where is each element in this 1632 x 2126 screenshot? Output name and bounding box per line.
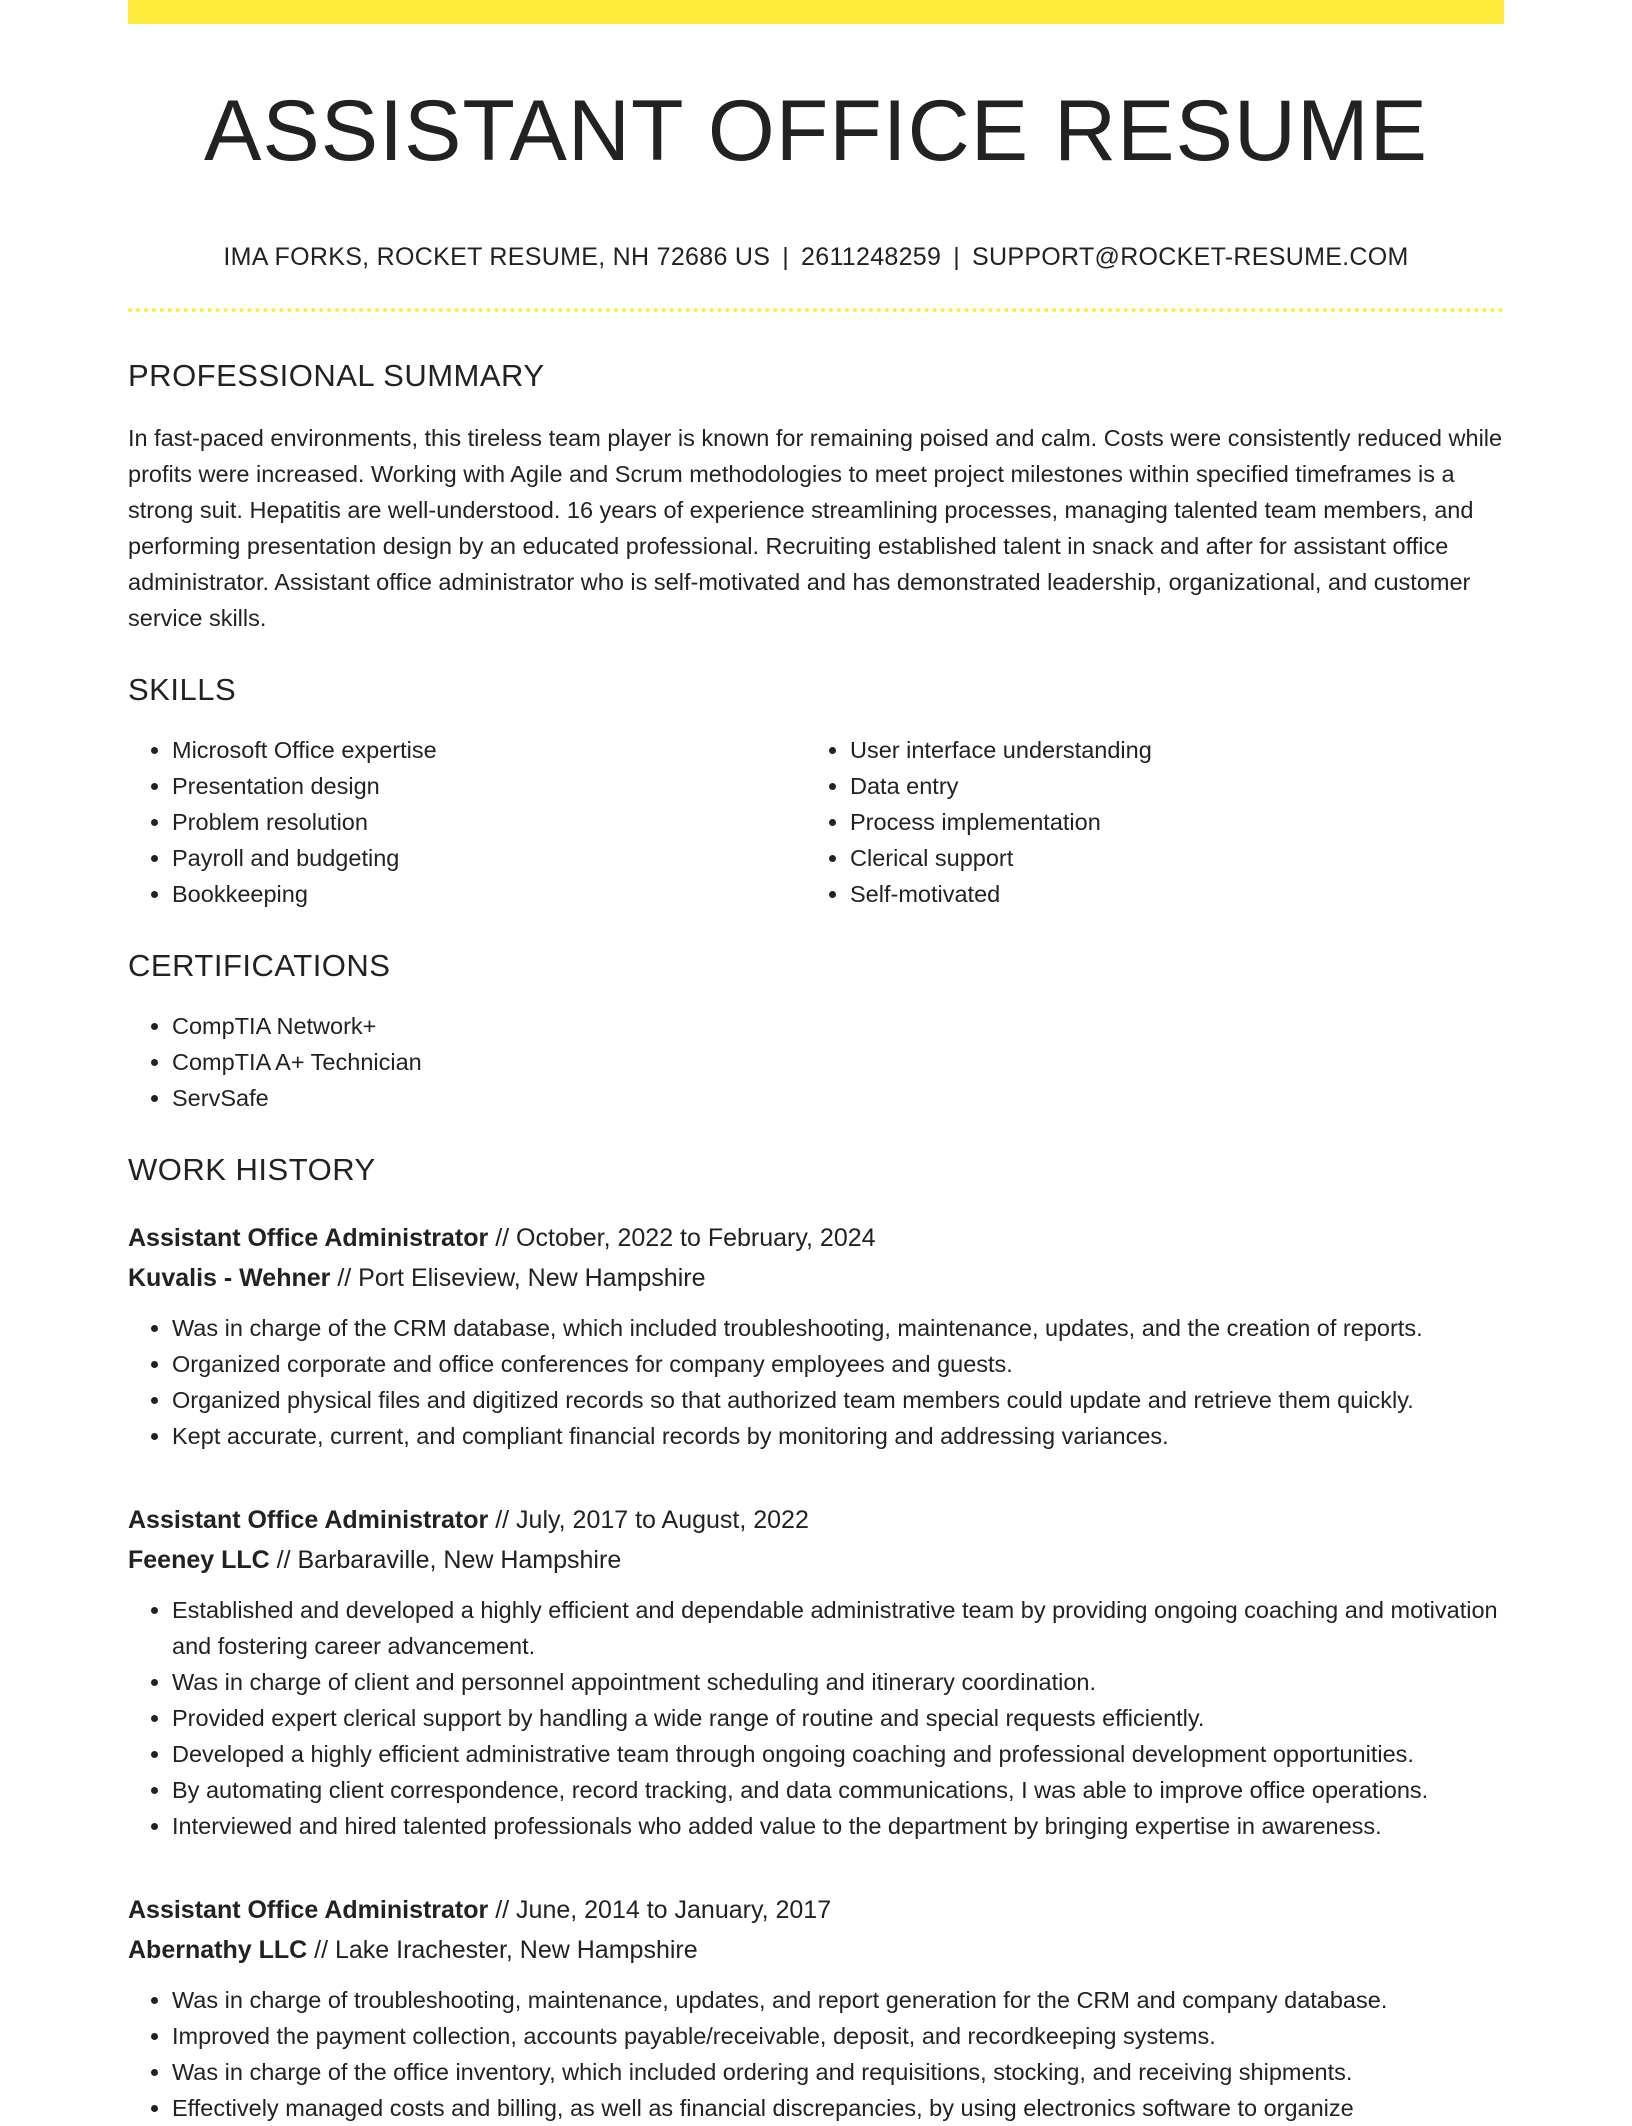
skill-item: • Bookkeeping xyxy=(172,876,806,912)
skill-item: • Presentation design xyxy=(172,768,806,804)
job-bullet: • Was in charge of the CRM database, which included troubleshooting, maintenance, updates, and the creation of reports. xyxy=(172,1310,1504,1346)
job-bullet: • Provided expert clerical support by handling a wide range of routine and special requests efficiently. xyxy=(172,1700,1504,1736)
resume-page xyxy=(128,0,1504,2126)
skill-item: • Data entry xyxy=(850,768,1504,804)
job-company: Kuvalis - Wehner xyxy=(128,1263,331,1292)
contact-phone: 2611248259 xyxy=(801,242,942,271)
job-company: Abernathy LLC xyxy=(128,1935,308,1964)
job-bullet: • Organized corporate and office conferences for company employees and guests. xyxy=(172,1346,1504,1382)
job-dates: // July, 2017 to August, 2022 xyxy=(488,1505,809,1534)
skill-item: • User interface understanding xyxy=(850,732,1504,768)
job-bullet: • Was in charge of troubleshooting, maintenance, updates, and report generation for the CRM and company database. xyxy=(172,1982,1504,2018)
certifications-list xyxy=(128,1008,1504,1116)
job-bullets xyxy=(128,1982,1504,2126)
job-bullet: • Organized physical files and digitized records so that authorized team members could update and retrieve them quickly. xyxy=(172,1382,1504,1418)
job-bullet: • Was in charge of the office inventory, which included ordering and requisitions, stocking, and receiving shipments. xyxy=(172,2054,1504,2090)
job-bullets xyxy=(128,1310,1504,1454)
skills-list-left xyxy=(128,732,806,912)
job-dates: // October, 2022 to February, 2024 xyxy=(488,1223,876,1252)
skill-item: • Payroll and budgeting xyxy=(172,840,806,876)
job-dates: // June, 2014 to January, 2017 xyxy=(488,1895,832,1924)
skill-item: • Problem resolution xyxy=(172,804,806,840)
job-title: Assistant Office Administrator xyxy=(128,1505,489,1534)
job-title-line xyxy=(128,1890,1504,1930)
skill-item: • Process implementation xyxy=(850,804,1504,840)
job-bullet: • Improved the payment collection, accounts payable/receivable, deposit, and recordkeeping systems. xyxy=(172,2018,1504,2054)
job-entry xyxy=(128,1500,1504,1844)
work-history xyxy=(128,1218,1504,2126)
accent-top-bar xyxy=(128,0,1504,24)
job-bullet: • Effectively managed costs and billing, as well as financial discrepancies, by using electronics software to organize xyxy=(172,2090,1504,2126)
job-entry xyxy=(128,1218,1504,1454)
skills-heading: SKILLS xyxy=(128,671,237,707)
job-bullet: • Interviewed and hired talented professionals who added value to the department by bringing expertise in awareness. xyxy=(172,1808,1504,1844)
certification-item: • CompTIA Network+ xyxy=(172,1008,1504,1044)
job-company: Feeney LLC xyxy=(128,1545,270,1574)
job-bullets xyxy=(128,1592,1504,1844)
skill-item: • Clerical support xyxy=(850,840,1504,876)
job-bullet: • Kept accurate, current, and compliant financial records by monitoring and addressing variances. xyxy=(172,1418,1504,1454)
job-title-line xyxy=(128,1218,1504,1258)
job-bullet: • By automating client correspondence, record tracking, and data communications, I was able to improve office operations. xyxy=(172,1772,1504,1808)
job-title: Assistant Office Administrator xyxy=(128,1895,489,1924)
summary-heading: PROFESSIONAL SUMMARY xyxy=(128,357,545,393)
certification-item: • CompTIA A+ Technician xyxy=(172,1044,1504,1080)
certification-item: • ServSafe xyxy=(172,1080,1504,1116)
job-bullet: • Developed a highly efficient administrative team through ongoing coaching and professional development opportunities. xyxy=(172,1736,1504,1772)
contact-address: IMA FORKS, ROCKET RESUME, NH 72686 US xyxy=(223,242,771,271)
resume-title: ASSISTANT OFFICE RESUME xyxy=(204,83,1428,179)
skill-item: • Microsoft Office expertise xyxy=(172,732,806,768)
skills-list-right xyxy=(806,732,1504,912)
skill-item: • Self-motivated xyxy=(850,876,1504,912)
dotted-divider xyxy=(128,308,1504,312)
job-location: // Barbaraville, New Hampshire xyxy=(269,1545,622,1574)
summary-text: In fast-paced environments, this tireless team player is known for remaining poised and calm. Costs were consistently reduced while profits were increased. Working with Agile and Scrum methodologies to meet project milestones within specified timeframes is a strong suit. Hepatitis are well-understood. 16 years of experience streamlining processes, managing talented team members, and performing presentation design by an educated professional. Recruiting established talent in snack and after for assistant office administrator. Assistant office administrator who is self-motivated and has demonstrated leadership, organizational, and customer service skills. xyxy=(128,424,1503,631)
job-location: // Port Eliseview, New Hampshire xyxy=(330,1263,706,1292)
contact-separator: | xyxy=(953,242,961,271)
job-bullet: • Established and developed a highly efficient and dependable administrative team by providing ongoing coaching and motivation and fostering career advancement. xyxy=(172,1592,1504,1664)
job-company-line xyxy=(128,1540,1504,1580)
work-history-heading: WORK HISTORY xyxy=(128,1151,376,1187)
certifications-heading: CERTIFICATIONS xyxy=(128,947,391,983)
job-company-line xyxy=(128,1258,1504,1298)
job-company-line xyxy=(128,1930,1504,1970)
contact-line xyxy=(128,243,1504,272)
job-bullet: • Was in charge of client and personnel appointment scheduling and itinerary coordination. xyxy=(172,1664,1504,1700)
skills-grid xyxy=(128,708,1504,912)
contact-separator: | xyxy=(782,242,790,271)
job-location: // Lake Irachester, New Hampshire xyxy=(307,1935,698,1964)
contact-email: SUPPORT@ROCKET-RESUME.COM xyxy=(972,242,1409,271)
job-title: Assistant Office Administrator xyxy=(128,1223,489,1252)
job-title-line xyxy=(128,1500,1504,1540)
job-entry xyxy=(128,1890,1504,2126)
